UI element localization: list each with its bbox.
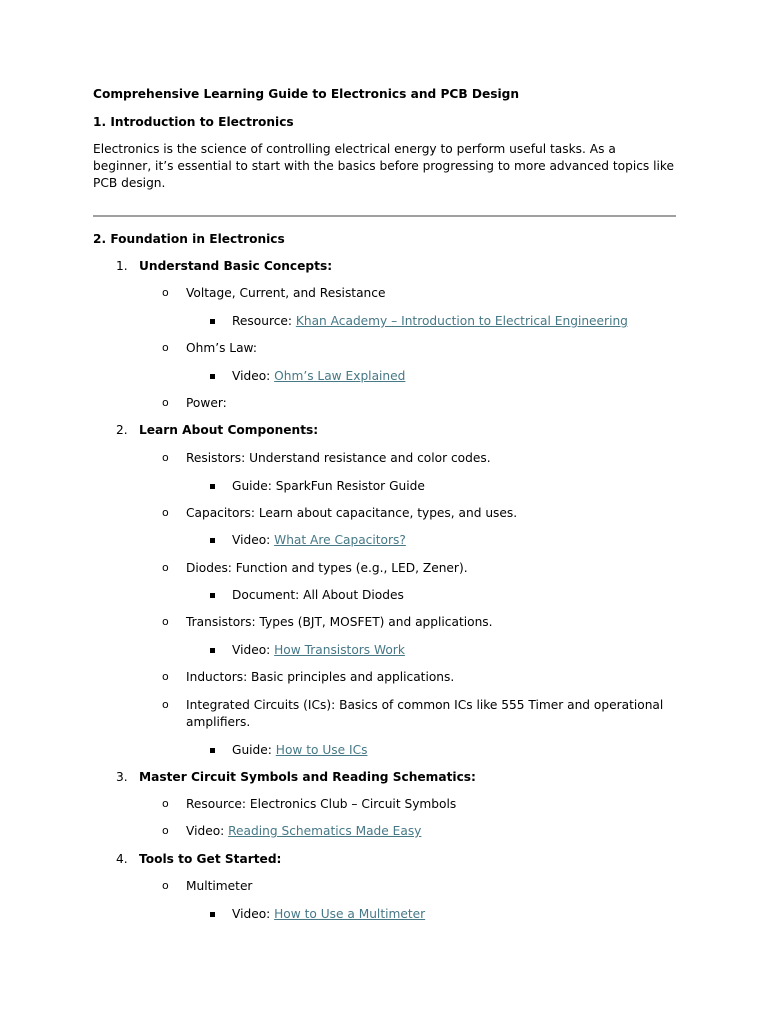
square-bullet-icon — [210, 374, 215, 379]
list-item: Integrated Circuits (ICs): Basics of common ICs like 555 Timer and operational amplifiers. — [186, 698, 664, 729]
section-2-heading: 2. Foundation in Electronics — [93, 232, 285, 246]
list-item: Inductors: Basic principles and applications. — [186, 670, 455, 684]
list-item: Resource: Electronics Club – Circuit Symbols — [186, 797, 457, 811]
section-1-heading: 1. Introduction to Electronics — [93, 115, 294, 129]
list-item-title: Learn About Components: — [139, 423, 319, 437]
list-item: Voltage, Current, and Resistance — [186, 286, 386, 300]
circle-bullet-icon: o — [162, 670, 169, 683]
ohms-law-link[interactable]: Ohm’s Law Explained — [274, 369, 406, 383]
square-bullet-icon — [210, 319, 215, 324]
khan-academy-link[interactable]: Khan Academy – Introduction to Electrical Engineering — [295, 314, 628, 328]
circle-bullet-icon: o — [162, 797, 169, 810]
list-item-title: Tools to Get Started: — [139, 852, 282, 866]
list-item-detail — [232, 368, 405, 385]
square-bullet-icon — [210, 538, 215, 543]
detail-prefix: Video: — [186, 824, 229, 838]
list-number: 4. — [116, 852, 128, 866]
square-bullet-icon — [210, 593, 215, 598]
circle-bullet-icon: o — [162, 824, 169, 837]
list-item: Multimeter — [186, 879, 253, 893]
ics-link[interactable]: How to Use ICs — [275, 743, 368, 757]
detail-prefix: Video: — [232, 907, 275, 921]
list-item: Resistors: Understand resistance and color codes. — [186, 451, 491, 465]
section-1-paragraph: Electronics is the science of controlling electrical energy to perform useful tasks. As a beginner, it’s essential to start with the basics before progressing to more advanced topics like PCB design. — [93, 142, 675, 190]
list-item: Ohm’s Law: — [186, 341, 257, 355]
detail-prefix: Video: — [232, 643, 275, 657]
circle-bullet-icon: o — [162, 286, 169, 299]
list-item: Power: — [186, 396, 227, 410]
square-bullet-icon — [210, 912, 215, 917]
list-item-title: Understand Basic Concepts: — [139, 259, 333, 273]
square-bullet-icon — [210, 484, 215, 489]
document-title: Comprehensive Learning Guide to Electronics and PCB Design — [93, 87, 520, 101]
list-item-detail — [232, 742, 367, 759]
detail-prefix: Video: — [232, 369, 275, 383]
list-item: Transistors: Types (BJT, MOSFET) and applications. — [186, 615, 493, 629]
list-item: Capacitors: Learn about capacitance, types, and uses. — [186, 506, 518, 520]
circle-bullet-icon: o — [162, 698, 169, 711]
list-number: 3. — [116, 770, 128, 784]
multimeter-link[interactable]: How to Use a Multimeter — [274, 907, 426, 921]
circle-bullet-icon: o — [162, 451, 169, 464]
list-item: Diodes: Function and types (e.g., LED, Zener). — [186, 561, 468, 575]
circle-bullet-icon: o — [162, 396, 169, 409]
circle-bullet-icon: o — [162, 561, 169, 574]
schematics-link[interactable]: Reading Schematics Made Easy — [228, 824, 422, 838]
list-item — [186, 823, 421, 840]
list-number: 1. — [116, 259, 128, 273]
circle-bullet-icon: o — [162, 341, 169, 354]
list-item-detail: Document: All About Diodes — [232, 588, 404, 602]
circle-bullet-icon: o — [162, 879, 169, 892]
list-item-detail: Guide: SparkFun Resistor Guide — [232, 479, 425, 493]
detail-prefix: Resource: — [232, 314, 296, 328]
detail-prefix: Guide: — [232, 743, 276, 757]
list-item-title: Master Circuit Symbols and Reading Schematics: — [139, 770, 476, 784]
horizontal-rule — [93, 215, 676, 217]
list-number: 2. — [116, 423, 128, 437]
detail-prefix: Video: — [232, 533, 275, 547]
square-bullet-icon — [210, 748, 215, 753]
circle-bullet-icon: o — [162, 506, 169, 519]
square-bullet-icon — [210, 648, 215, 653]
list-item-detail — [232, 642, 405, 659]
transistors-link[interactable]: How Transistors Work — [274, 643, 405, 657]
circle-bullet-icon: o — [162, 615, 169, 628]
capacitors-link[interactable]: What Are Capacitors? — [274, 533, 406, 547]
list-item-detail — [232, 906, 425, 923]
list-item-detail — [232, 313, 628, 330]
list-item-detail — [232, 532, 406, 549]
